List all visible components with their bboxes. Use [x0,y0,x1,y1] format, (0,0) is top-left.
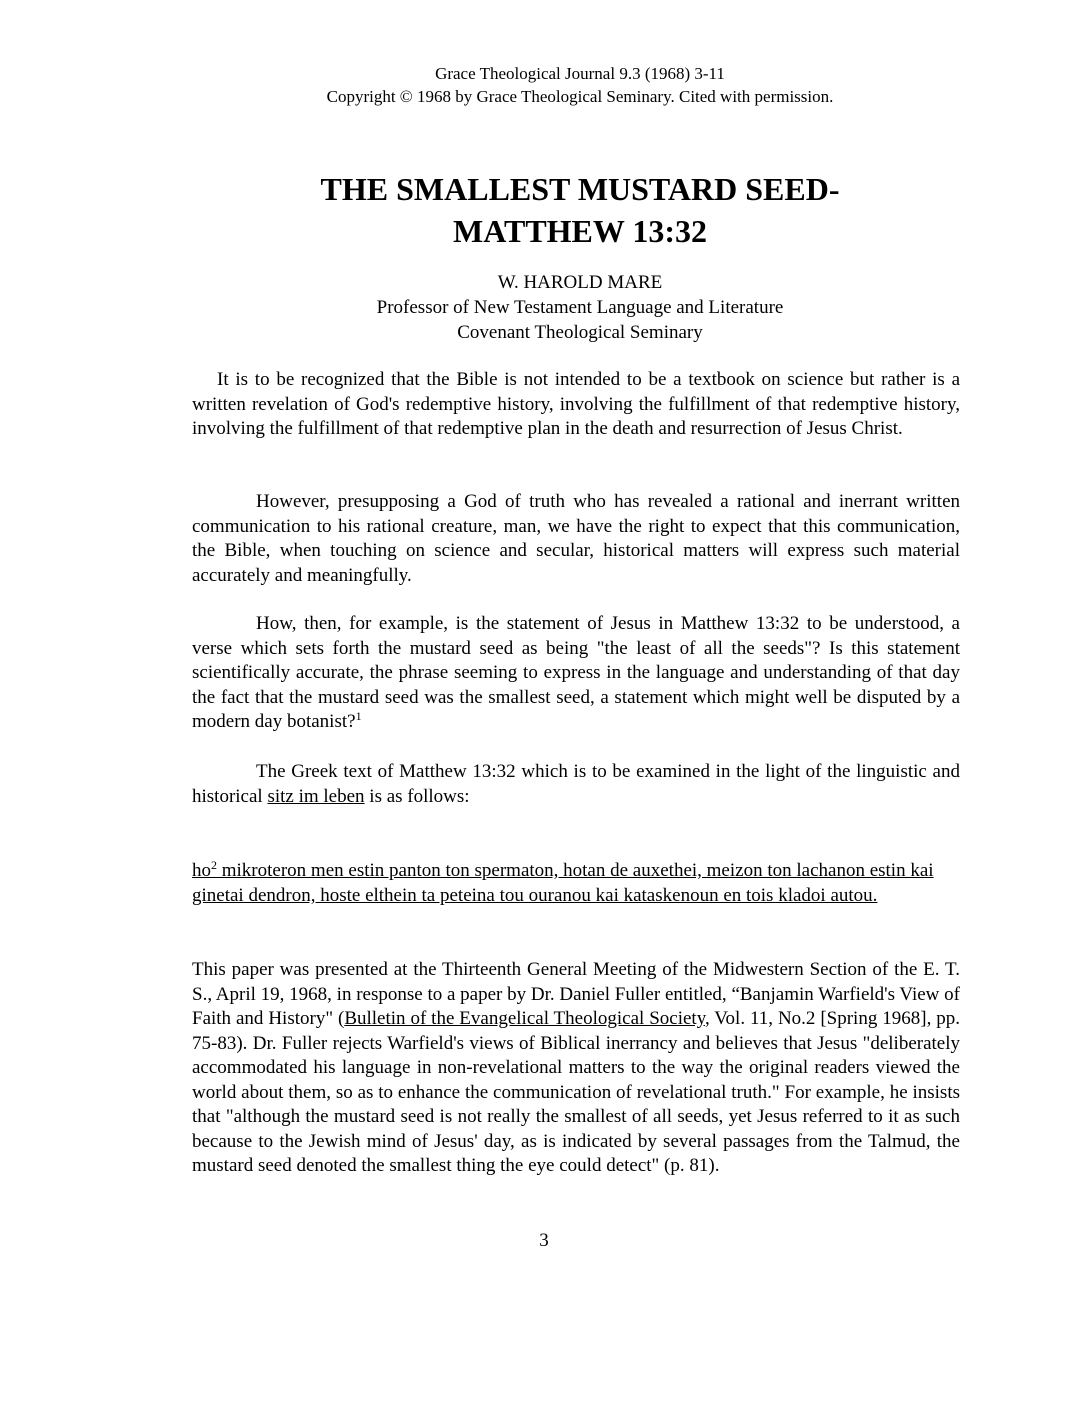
journal-citation: Grace Theological Journal 9.3 (1968) 3-11 [435,64,725,83]
greek-text: mikroteron men estin panton ton spermaton, hotan de auxethei, meizon ton lachanon estin kai ginetai dendron, hoste elthein ta peteina tou ouranou kai kataskenoun en tois kladoi autou. [192,860,934,906]
paragraph-4 [192,760,960,809]
footnote-ref-1[interactable]: 1 [355,709,362,723]
footnote-1 [192,958,960,1179]
page-number: 3 [539,1230,549,1251]
footnote-text-end: , Vol. 11, No.2 [Spring 1968], pp. 75-83). Dr. Fuller rejects Warfield's views of Biblical inerrancy and believes that Jesus "deliberately accommodated his language in non-revelational matters to the way the original readers viewed the world about them, so as to enhance the communication of revelational truth." For example, he insists that "although the mustard seed is not really the smallest of all seeds, yet Jesus referred to it as such because to the Jewish mind of Jesus' day, as is indicated by several passages from the Talmud, the mustard seed denoted the smallest thing the eye could detect" (p. 81). [192,1008,960,1176]
footnote-text-start: This paper was presented at the Thirteenth General Meeting of the Midwestern Section of the E. T. S., April 19, 1968, in response to a paper by Dr. Daniel Fuller entitled, “Banjamin Warfield's View of Faith and History" ( [192,959,960,1029]
author-institution: Covenant Theological Seminary [457,322,703,343]
article-title [190,168,970,252]
sitz-im-leben-term: sitz im leben [267,785,365,807]
copyright-notice: Copyright © 1968 by Grace Theological Seminary. Cited with permission. [326,87,834,106]
footnote-ref-2[interactable]: 2 [211,858,217,872]
paragraph-4-text: The Greek text of Matthew 13:32 which is to be examined in the light of the linguistic and historical [192,761,960,807]
author-block [190,270,970,345]
paragraph-2: However, presupposing a God of truth who has revealed a rational and inerrant written communication to his rational creature, man, we have the right to expect that this communication, the Bible, when touching on science and secular, historical matters will express such material accurately and meaningfully. [192,491,960,586]
title-line-2: MATTHEW 13:32 [453,213,707,249]
author-name: W. HAROLD MARE [497,272,663,293]
greek-transliteration [192,858,972,908]
author-position: Professor of New Testament Language and Literature [376,297,784,318]
title-line-1: THE SMALLEST MUSTARD SEED- [320,171,840,207]
paragraph-3 [192,612,960,735]
journal-reference: Bulletin of the Evangelical Theological Society [344,1008,705,1029]
paragraph-4-end: is as follows: [364,785,470,807]
greek-first-word: ho [192,860,211,881]
paragraph-3-text: How, then, for example, is the statement of Jesus in Matthew 13:32 to be understood, a verse which sets forth the mustard seed as being "the least of all the seeds"? Is this statement scientifically accurate, the phrase seeming to express in the language and understanding of that day the fact that the mustard seed was the smallest seed, a statement which might well be disputed by a modern day botanist? [192,613,960,732]
journal-header [200,62,960,108]
paragraph-1: It is to be recognized that the Bible is not intended to be a textbook on science but rather is a written revelation of God's redemptive history, involving the fulfillment of that redemptive history, involving the fulfillment of that redemptive plan in the death and resurrection of Jesus Christ. [192,369,960,439]
